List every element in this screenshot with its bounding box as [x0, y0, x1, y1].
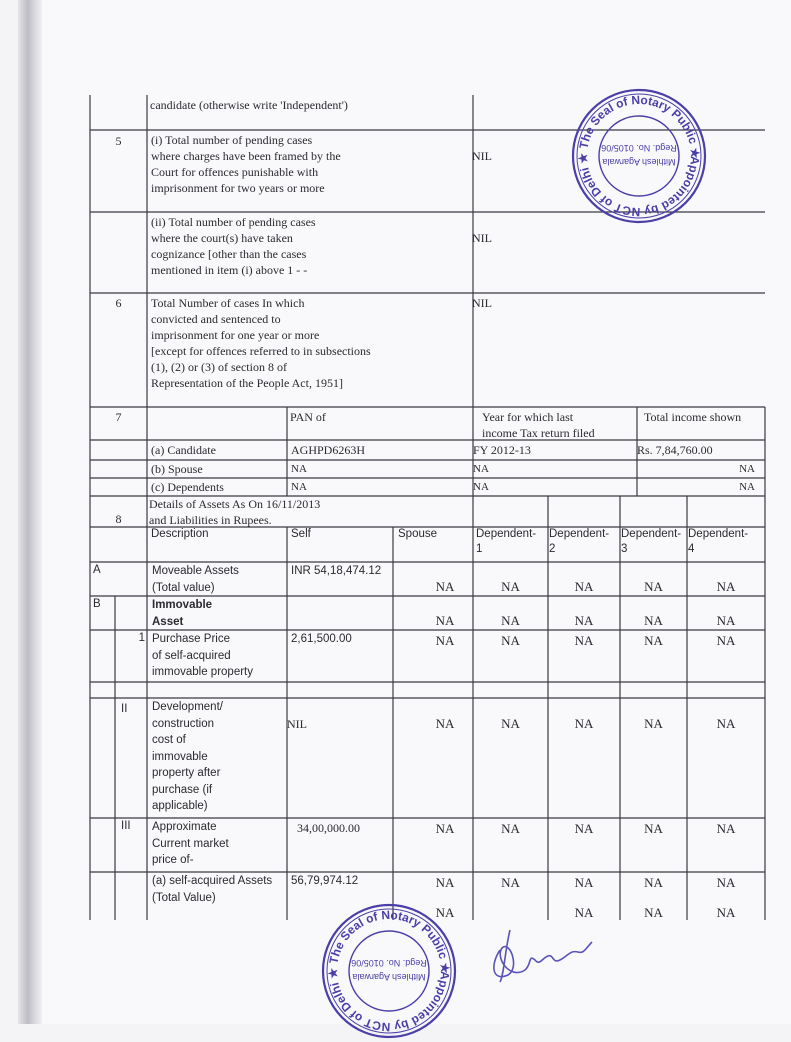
assets-column-header: Dependent- 1: [476, 528, 537, 555]
asset-other-value: NA: [574, 633, 594, 648]
tax-row-income: NA: [739, 463, 755, 475]
asset-description: Development/ construction cost of immovable property after purchase (if applicable): [152, 701, 223, 812]
tax-row-label: (c) Dependents: [151, 480, 224, 494]
asset-self-value: 56,79,974.12: [291, 875, 359, 887]
asset-self-value: 34,00,000.00: [297, 821, 360, 835]
pending-cases-cognizance-label: (ii) Total number of pending cases where the court(s) have taken cognizance [other than the cases mentioned in item (i) above 1 - -: [151, 215, 316, 277]
asset-other-value: NA: [501, 821, 520, 836]
assets-column-header: Dependent- 2: [549, 528, 610, 555]
tax-row-year: NA: [473, 463, 489, 475]
tax-row-label: (b) Spouse: [151, 462, 203, 476]
tax-row-pan: NA: [291, 463, 307, 475]
notary-seal-stamp: [568, 85, 710, 227]
asset-self-value: INR 54,18,474.12: [291, 565, 382, 577]
asset-other-value: NA: [716, 633, 736, 648]
asset-key: A: [93, 564, 101, 576]
asset-other-value: NA: [435, 613, 455, 628]
asset-other-value: NA: [435, 633, 455, 648]
asset-other-value: NA: [644, 613, 663, 628]
asset-other-value: NA: [716, 579, 736, 594]
asset-subkey: III: [121, 820, 131, 832]
convictions-label: Total Number of cases In which convicted and sentenced to imprisonment for one year or more [except for offences referred to in subsections (1), (2) or (3) of section 8 of Representation of the People Act, 1951]: [151, 296, 371, 390]
asset-other-value: NA: [644, 716, 663, 731]
tax-row-pan: AGHPD6263H: [291, 443, 366, 457]
tax-row-pan: NA: [291, 481, 307, 493]
svg-text:Appointed by NCT of Delhi ★ Th: [576, 93, 702, 219]
tax-row-income: Rs. 7,84,760.00: [637, 443, 713, 457]
asset-description: Purchase Price of self-acquired immovable property: [152, 633, 253, 678]
asset-other-value: NA: [644, 875, 663, 890]
svg-text:Appointed by NCT of Delhi ★ Th: [326, 908, 452, 1034]
asset-other-value: NA: [574, 875, 594, 890]
asset-other-value: NA: [716, 716, 736, 731]
assets-column-header: Description: [151, 528, 209, 540]
stamp-regd: Regd. No. 0105/06: [351, 958, 427, 968]
asset-other-value: NA: [501, 633, 520, 648]
year-header: Year for which last income Tax return filed: [482, 410, 595, 440]
asset-other-value: NA: [435, 875, 455, 890]
asset-other-value: NA: [644, 579, 663, 594]
asset-other-value: NA: [435, 905, 455, 920]
convictions-value: NIL: [472, 296, 492, 310]
candidate-row-text: candidate (otherwise write 'Independent'): [150, 98, 348, 112]
assets-column-header: Dependent- 4: [688, 528, 749, 555]
asset-description: Moveable Assets (Total value): [152, 565, 239, 594]
asset-other-value: NA: [435, 821, 455, 836]
notary-seal-stamp-bottom: [318, 900, 460, 1042]
row-number-6: 6: [115, 296, 122, 310]
asset-other-value: NA: [574, 905, 594, 920]
asset-description: Immovable Asset: [152, 599, 213, 628]
tax-row-label: (a) Candidate: [151, 443, 216, 457]
asset-other-value: NA: [501, 875, 520, 890]
tax-row-income: NA: [739, 481, 755, 493]
asset-other-value: NA: [574, 613, 594, 628]
asset-other-value: NA: [644, 821, 663, 836]
asset-other-value: NA: [716, 905, 736, 920]
pending-cases-framed-value: NIL: [472, 149, 492, 163]
asset-description: (a) self-acquired Assets (Total Value): [152, 875, 273, 904]
asset-other-value: NA: [574, 821, 594, 836]
pan-header: PAN of: [290, 410, 326, 424]
asset-subkey: 1: [138, 632, 145, 644]
asset-other-value: NA: [501, 716, 520, 731]
asset-self-value: NIL: [287, 717, 307, 731]
asset-other-value: NA: [644, 905, 663, 920]
stamp-name: Mithlesh Agarwala: [352, 972, 426, 982]
asset-other-value: NA: [716, 613, 736, 628]
asset-other-value: NA: [501, 613, 520, 628]
asset-description: Approximate Current market price of-: [152, 821, 229, 866]
row-number-5: 5: [115, 134, 122, 148]
asset-other-value: NA: [644, 633, 663, 648]
tax-row-year: NA: [473, 481, 489, 493]
asset-other-value: NA: [435, 579, 455, 594]
signature-stroke: [494, 930, 592, 982]
assets-title: Details of Assets As On 16/11/2013 and Liabilities in Rupees.: [149, 497, 321, 527]
asset-key: B: [93, 598, 101, 610]
asset-other-value: NA: [574, 716, 594, 731]
asset-other-value: NA: [574, 579, 594, 594]
asset-other-value: NA: [501, 579, 520, 594]
tax-row-year: FY 2012-13: [473, 443, 531, 457]
income-header: Total income shown: [644, 410, 742, 424]
asset-subkey: II: [121, 703, 128, 715]
stamp-outer-text: Appointed by NCT of Delhi ★ The Seal of Notary Public ★: [575, 92, 703, 220]
asset-other-value: NA: [716, 821, 736, 836]
row-number-7: 7: [115, 410, 122, 424]
pending-cases-framed-label: (i) Total number of pending cases where charges have been framed by the Court for offences punishable with imprisonment for two years or more: [151, 133, 341, 195]
asset-other-value: NA: [435, 716, 455, 731]
asset-other-value: NA: [716, 875, 736, 890]
stamp-outer-text: Appointed by NCT of Delhi ★ The Seal of Notary Public ★: [325, 907, 453, 1035]
assets-column-header: Self: [291, 528, 311, 540]
row-number-8: 8: [115, 512, 122, 526]
stamp-regd: Regd. No. 0105/06: [601, 143, 677, 153]
signature: [480, 920, 620, 990]
asset-self-value: 2,61,500.00: [291, 633, 352, 645]
assets-column-header: Dependent- 3: [621, 528, 682, 555]
pending-cases-cognizance-value: NIL: [472, 231, 492, 245]
assets-column-header: Spouse: [398, 528, 438, 540]
stamp-name: Mithlesh Agarwala: [602, 157, 676, 167]
